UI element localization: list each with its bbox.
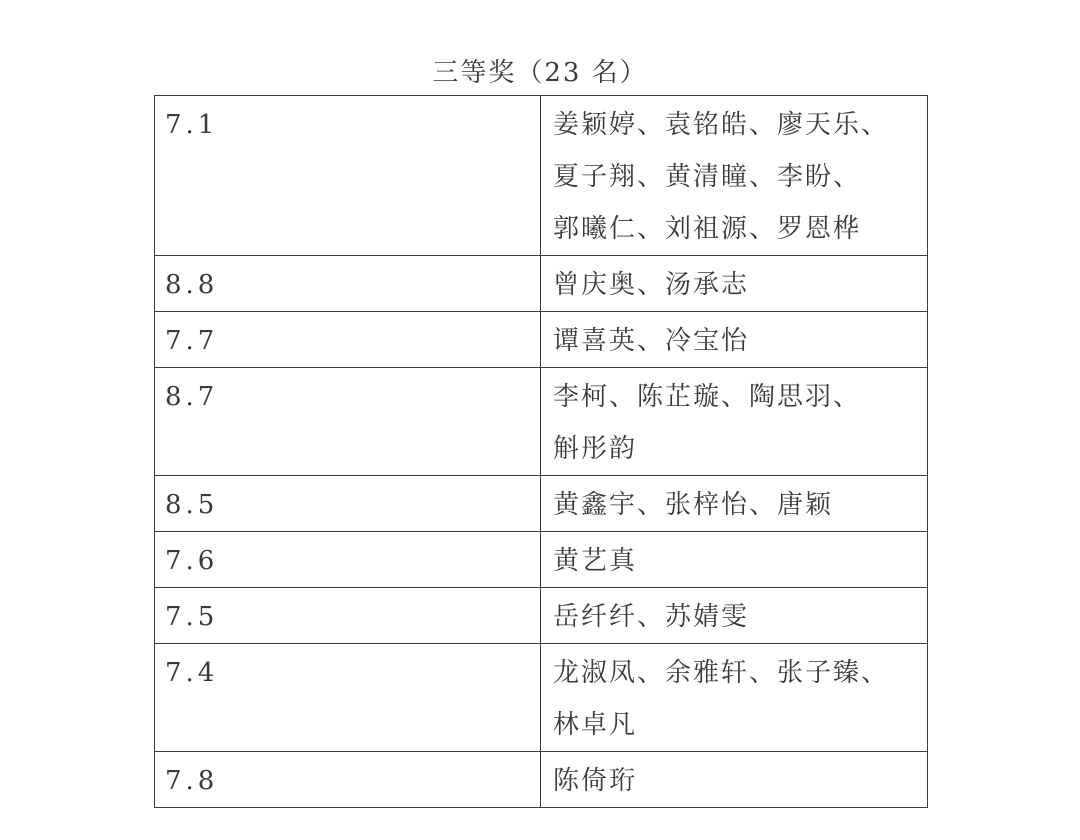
names-cell (541, 644, 928, 752)
score-cell: 8.7 (155, 368, 541, 476)
names-text: 曾庆奥、汤承志 (553, 270, 750, 300)
names-text: 岳纤纤、苏婧雯 (553, 602, 750, 632)
names-cell (541, 312, 928, 368)
table-row (155, 532, 928, 588)
names-cell (541, 96, 928, 256)
names-text: 谭喜英、冷宝怡 (553, 326, 750, 356)
score-cell: 7.1 (155, 96, 541, 256)
score-cell: 7.8 (155, 752, 541, 808)
names-text: 陈倚珩 (553, 766, 638, 796)
score-cell: 7.4 (155, 644, 541, 752)
table-row (155, 644, 928, 752)
score-cell: 7.5 (155, 588, 541, 644)
names-text: 黄鑫宇、张梓怡、唐颖 (553, 490, 834, 520)
table-row (155, 312, 928, 368)
score-cell: 7.7 (155, 312, 541, 368)
names-cell (541, 588, 928, 644)
awards-table (154, 95, 928, 808)
table-row (155, 96, 928, 256)
names-text: 李柯、陈芷璇、陶思羽、 斛彤韵 (553, 382, 862, 464)
names-cell (541, 532, 928, 588)
score-cell: 8.5 (155, 476, 541, 532)
table-row (155, 588, 928, 644)
table-row (155, 256, 928, 312)
names-cell (541, 476, 928, 532)
table-row (155, 368, 928, 476)
page-title: 三等奖（23 名） (432, 58, 648, 88)
table-row (155, 476, 928, 532)
names-cell (541, 256, 928, 312)
names-text: 姜颖婷、袁铭皓、廖天乐、 夏子翔、黄清瞳、李盼、 郭曦仁、刘祖源、罗恩桦 (553, 110, 890, 244)
names-cell (541, 368, 928, 476)
score-cell: 7.6 (155, 532, 541, 588)
table-row (155, 752, 928, 808)
names-cell (541, 752, 928, 808)
score-cell: 8.8 (155, 256, 541, 312)
names-text: 黄艺真 (553, 546, 638, 576)
names-text: 龙淑凤、余雅轩、张子臻、 林卓凡 (553, 658, 890, 740)
